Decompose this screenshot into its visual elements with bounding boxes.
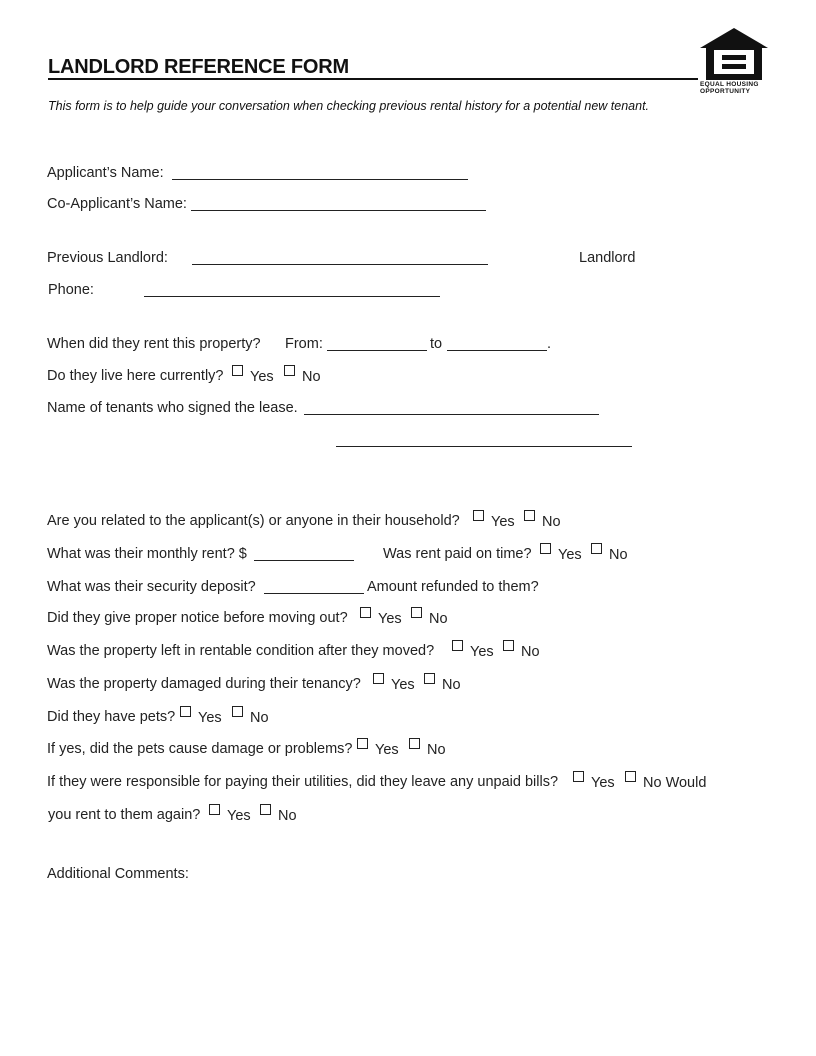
- pets-no[interactable]: No: [232, 709, 269, 726]
- checkbox-icon[interactable]: [409, 738, 420, 749]
- co-applicant-name-label: Co-Applicant’s Name:: [47, 196, 187, 212]
- related-question: Are you related to the applicant(s) or anyone in their household?: [47, 513, 460, 529]
- from-date-field[interactable]: [327, 350, 427, 351]
- landlord-label: Landlord: [579, 250, 636, 266]
- damaged-no[interactable]: No: [424, 676, 461, 693]
- related-yes[interactable]: Yes: [473, 513, 515, 530]
- pets-question: Did they have pets?: [47, 709, 176, 725]
- to-label: to: [430, 336, 443, 352]
- checkbox-icon[interactable]: [360, 607, 371, 618]
- live-currently-question: Do they live here currently?: [47, 368, 224, 384]
- period-mark: .: [547, 336, 552, 352]
- rentable-condition-yes[interactable]: Yes: [452, 643, 494, 660]
- damaged-question: Was the property damaged during their tenancy?: [47, 676, 361, 692]
- checkbox-icon[interactable]: [625, 771, 636, 782]
- rent-on-time-question: Was rent paid on time?: [383, 546, 532, 562]
- utilities-yes[interactable]: Yes: [573, 774, 615, 791]
- checkbox-icon[interactable]: [373, 673, 384, 684]
- tenants-signed-field-1[interactable]: [304, 414, 599, 415]
- proper-notice-no[interactable]: No: [411, 610, 448, 627]
- utilities-no[interactable]: No Would: [625, 774, 706, 791]
- previous-landlord-label: Previous Landlord:: [47, 250, 168, 266]
- rentable-condition-no[interactable]: No: [503, 643, 540, 660]
- rent-on-time-yes[interactable]: Yes: [540, 546, 582, 563]
- rentable-condition-question: Was the property left in rentable condition after they moved?: [47, 643, 435, 659]
- checkbox-icon[interactable]: [573, 771, 584, 782]
- rent-on-time-no[interactable]: No: [591, 546, 628, 563]
- co-applicant-name-field[interactable]: [191, 210, 486, 211]
- proper-notice-question: Did they give proper notice before moving out?: [47, 610, 348, 626]
- security-deposit-field[interactable]: [264, 593, 364, 594]
- checkbox-icon[interactable]: [473, 510, 484, 521]
- live-currently-yes[interactable]: Yes: [232, 368, 274, 385]
- phone-label: Phone:: [48, 282, 94, 298]
- rent-again-no[interactable]: No: [260, 807, 297, 824]
- proper-notice-yes[interactable]: Yes: [360, 610, 402, 627]
- damaged-yes[interactable]: Yes: [373, 676, 415, 693]
- checkbox-icon[interactable]: [452, 640, 463, 651]
- monthly-rent-label: What was their monthly rent? $: [47, 546, 247, 562]
- checkbox-icon[interactable]: [411, 607, 422, 618]
- from-label: From:: [285, 336, 323, 352]
- equal-housing-caption: EQUAL HOUSING OPPORTUNITY: [700, 81, 759, 95]
- pets-damage-yes[interactable]: Yes: [357, 741, 399, 758]
- title-underline: [48, 78, 698, 80]
- previous-landlord-field[interactable]: [192, 264, 488, 265]
- pets-damage-question: If yes, did the pets cause damage or problems?: [47, 741, 353, 757]
- tenants-signed-label: Name of tenants who signed the lease.: [47, 400, 298, 416]
- checkbox-icon[interactable]: [284, 365, 295, 376]
- applicant-name-field[interactable]: [172, 179, 468, 180]
- checkbox-icon[interactable]: [260, 804, 271, 815]
- checkbox-icon[interactable]: [424, 673, 435, 684]
- checkbox-icon[interactable]: [591, 543, 602, 554]
- tenants-signed-field-2[interactable]: [336, 446, 632, 447]
- pets-yes[interactable]: Yes: [180, 709, 222, 726]
- amount-refunded-label: Amount refunded to them?: [367, 579, 539, 595]
- live-currently-no[interactable]: No: [284, 368, 321, 385]
- pets-damage-no[interactable]: No: [409, 741, 446, 758]
- related-no[interactable]: No: [524, 513, 561, 530]
- checkbox-icon[interactable]: [232, 365, 243, 376]
- security-deposit-label: What was their security deposit?: [47, 579, 256, 595]
- utilities-question: If they were responsible for paying their utilities, did they leave any unpaid bills?: [47, 774, 559, 790]
- monthly-rent-field[interactable]: [254, 560, 354, 561]
- applicant-name-label: Applicant’s Name:: [47, 165, 164, 181]
- additional-comments-label: Additional Comments:: [47, 866, 189, 882]
- checkbox-icon[interactable]: [232, 706, 243, 717]
- checkbox-icon[interactable]: [209, 804, 220, 815]
- checkbox-icon[interactable]: [524, 510, 535, 521]
- checkbox-icon[interactable]: [503, 640, 514, 651]
- to-date-field[interactable]: [447, 350, 547, 351]
- rent-period-question: When did they rent this property?: [47, 336, 261, 352]
- checkbox-icon[interactable]: [357, 738, 368, 749]
- phone-field[interactable]: [144, 296, 440, 297]
- form-title: LANDLORD REFERENCE FORM: [48, 56, 349, 78]
- checkbox-icon[interactable]: [540, 543, 551, 554]
- rent-again-question: you rent to them again?: [48, 807, 201, 823]
- form-subtitle: This form is to help guide your conversation when checking previous rental history for a potential new tenant.: [48, 99, 650, 113]
- checkbox-icon[interactable]: [180, 706, 191, 717]
- rent-again-yes[interactable]: Yes: [209, 807, 251, 824]
